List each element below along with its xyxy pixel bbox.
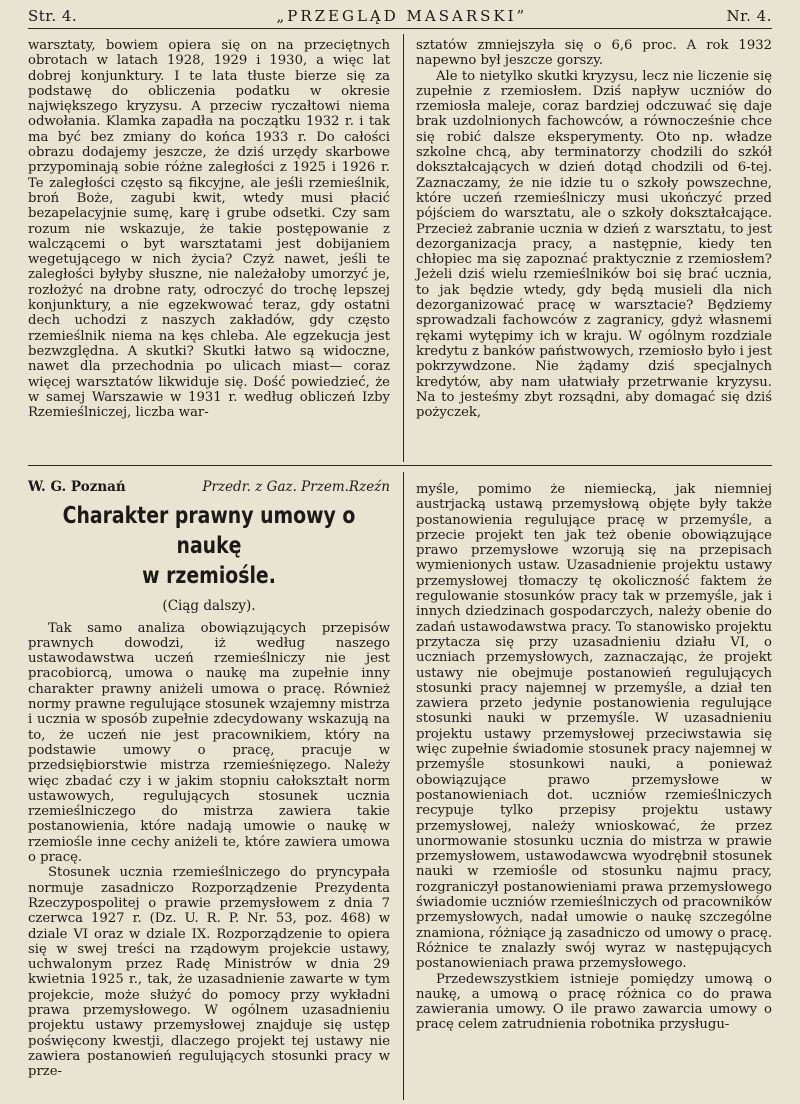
article-left-column bbox=[28, 480, 390, 1080]
paragraph: sztatów zmniejszyła się o 6,6 proc. A rok 1932 napewno był jeszcze gorszy. bbox=[416, 38, 772, 69]
top-right-column bbox=[416, 38, 772, 420]
paragraph: Stosunek ucznia rzemieślniczego do pryncypała normuje zasadniczo Rozporządzenie Prezydenta Rzeczypospolitej o prawie przemysłowem z dnia 7 czerwca 1927 r. (Dz. U. R. P. Nr. 53, poz. 468) w dziale VI oraz w dziale IX. Rozporządzenie to opiera się w swej treści na rządowym projekcie ustawy, uchwalonym przez Radę Ministrów w dnia 29 kwietnia 1925 r., tak, że uzasadnienie zawarte w tym projekcie, może służyć do pomocy przy wykładni prawa przemysłowego. W ogólnem uzasadnieniu projektu ustawy przemysłowej znajduje się ustęp poświęcony kwestji, dlaczego projekt tej ustawy nie zawiera postanowień regulujących stosunki pracy w prze- bbox=[28, 865, 390, 1080]
article-subtitle: (Ciąg dalszy). bbox=[162, 598, 256, 615]
article-source: Przedr. z Gaz. Przem.Rzeźn bbox=[202, 479, 390, 495]
column-divider-top bbox=[403, 34, 404, 462]
article-title-line: Charakter prawny umowy o naukę bbox=[62, 503, 356, 560]
paragraph: Przedewszystkiem istnieje pomiędzy umową o naukę, a umową o pracę różnica co do prawa zawierania umowy. O ile prawo zawarcia umowy o pracę celem zatrudnienia robotnika przysługu- bbox=[416, 971, 772, 1033]
masthead-title: „PRZEGLĄD MASARSKI” bbox=[276, 7, 528, 25]
article-byline bbox=[28, 480, 390, 495]
paragraph: Tak samo analiza obowiązujących przepisów prawnych dowodzi, iż według naszego ustawodawstwa uczeń rzemieślniczy nie jest pracobiorcą, umowa o naukę ma zupełnie inny charakter prawny aniżeli umowa o pracę. Również normy prawne regulujące stosunek wzajemny mistrza i ucznia w sposób zupełnie zdecydowany wskazują na to, że uczeń nie jest pracownikiem, który na podstawie umowy o pracę, pracuje w przedsiębiorstwie mistrza rzemieśnięzego. Należy więc zbadać czy i w jakim stopniu całokształt norm ustawowych, regulujących stosunek ucznia rzemieślniczego do mistrza zawiera takie postanowienia, które nadają umowie o naukę w rzemiośle inne cechy aniżeli te, które zawiera umowa o pracę. bbox=[28, 620, 390, 866]
top-left-column bbox=[28, 38, 390, 420]
column-divider-bottom bbox=[403, 472, 404, 1100]
article-author: W. G. Poznań bbox=[28, 479, 126, 495]
section-divider bbox=[28, 465, 772, 466]
article-title-line: w rzemiośle. bbox=[142, 563, 276, 590]
page-number: Str. 4. bbox=[28, 7, 78, 25]
article-title bbox=[61, 501, 358, 591]
article-right-column bbox=[416, 482, 772, 1033]
issue-number: Nr. 4. bbox=[726, 7, 772, 25]
paragraph: myśle, pomimo że niemiecką, jak niemniej austrjacką ustawą przemysłową objęte były także postanowienia regulujące pracę w przemyśle, a przecie projekt ten jak też obenie obowiązujące prawo przemysłowe wzorują się na przepisach wymienionych ustaw. Uzasadnienie projektu ustawy przemysłowej tłomaczy tę okoliczność faktem że regulowanie stosunków pracy tak w przemyśle, jak i innych dziedzinach gospodarczych, należy obenie do zadań ustawodawstwa pracy. To stanowisko projektu przytacza się przy uzasadnieniu działu VI, o uczniach przemysłowych, zaznaczając, że projekt ustawy nie obejmuje postanowień regulujących stosunki pracy najemnej w przemyśle, a dział ten zawiera przeto jedynie postanowienia regulujące stosunki nauki w przemyśle. W uzasadnieniu projektu ustawy przemysłowej przeciwstawia się więc zupełnie świadomie stosunek pracy najemnej w przemyśle stosunkowi nauki, a ponieważ obowiązujące prawo przemysłowe w postanowieniach dot. uczniów rzemieślniczych recypuje tylko przepisy projektu ustawy przemysłowej, należy wnioskować, że przez unormowanie stosunku ucznia do mistrza w prawie przemysłowem, ustawodawcwa wyodrębnił stosunek nauki w rzemiośle od stosunku najmu pracy, rozgraniczył postanowieniami prawa przemysłowego świadomie uczniów rzemieślniczych od pracowników przemysłowych, nadał umowie o naukę szczególne znamiona, różniące ją zasadniczo od umowy o pracę. Różnice te znalazły swój wyraz w następujących postanowieniach prawa przemysłowego. bbox=[416, 482, 772, 972]
paragraph: warsztaty, bowiem opiera się on na przeciętnych obrotach w latach 1928, 1929 i 1930, a więc lat dobrej konjunktury. I te lata tłuste bierze się za podstawę do obliczenia podatku w okresie największego kryzysu. A przeciw ryczałtowi niema odwołania. Klamka zapadła na początku 1932 r. i tak ma być bez zmiany do końca 1933 r. Do całości obrazu dodajemy jeszcze, że dziś urzędy skarbowe przypominają sobie różne zaległości z 1925 i 1926 r. Te zaległości często są fikcyjne, ale jeśli rzemieślnik, broń Boże, zagubi kwit, wtedy musi płacić bezapelacyjnie sumę, karę i grube odsetki. Czy sam rozum nie wskazuje, że takie postępowanie z walczącemi o byt warsztatami jest dobijaniem wegetującego w nich życia? Czyż nawet, jeśli te zaległości byłyby słuszne, nie należałoby umorzyć je, rozłożyć na drobne raty, odroczyć do trochę lepszej konjunktury, a nie egzekwować teraz, gdy ostatni dech uchodzi z naszych zakładów, gdy często rzemieślnik niema na kęs chleba. Ale egzekucja jest bezwzględna. A skutki? Skutki łatwo są widoczne, nawet dla przechodnia po ulicach miast— coraz więcej warsztatów likwiduje się. Dość powiedzieć, że w samej Warszawie w 1931 r. według obliczeń Izby Rzemieślniczej, liczba war- bbox=[28, 38, 390, 421]
paragraph: Ale to nietylko skutki kryzysu, lecz nie liczenie się zupełnie z rzemiosłem. Dziś napływ uczniów do rzemiosła maleje, coraz bardziej odczuwać się daje brak uzdolnionych fachowców, a równocześnie chce się robić dalsze eksperymenty. Oto np. władze szkolne chcą, aby terminatorzy chodzili do szkół dokształcających w dzień dotąd chodzili od 6-tej. Zaznaczamy, że nie idzie tu o szkoły powszechne, które uczeń rzemieślniczy musi ukończyć przed pójściem do warsztatu, ale o szkoły dokształcające. Przecież zabranie ucznia w dzień z warsztatu, to jest dezorganizacja pracy, a następnie, kiedy ten chłopiec ma się zapoznać praktycznie z rzemiosłem? Jeżeli dziś wielu rzemieślników boi się brać ucznia, to jak będzie wtedy, gdy będą musieli dla nich dezorganizować pracę w warsztacie? Będziemy sprowadzali fachowców z zagranicy, gdyż własnemi rękami wytępimy ich w kraju. W ogólnym rozdziale kredytu z banków państwowych, rzemiosło było i jest pokrzywdzone. Nie żądamy dziś specjalnych kredytów, aby nam ułatwiały przetrwanie kryzysu. Na to jesteśmy zbyt rozsądni, aby domagać się dziś pożyczek, bbox=[416, 68, 772, 421]
page-header bbox=[28, 4, 772, 29]
